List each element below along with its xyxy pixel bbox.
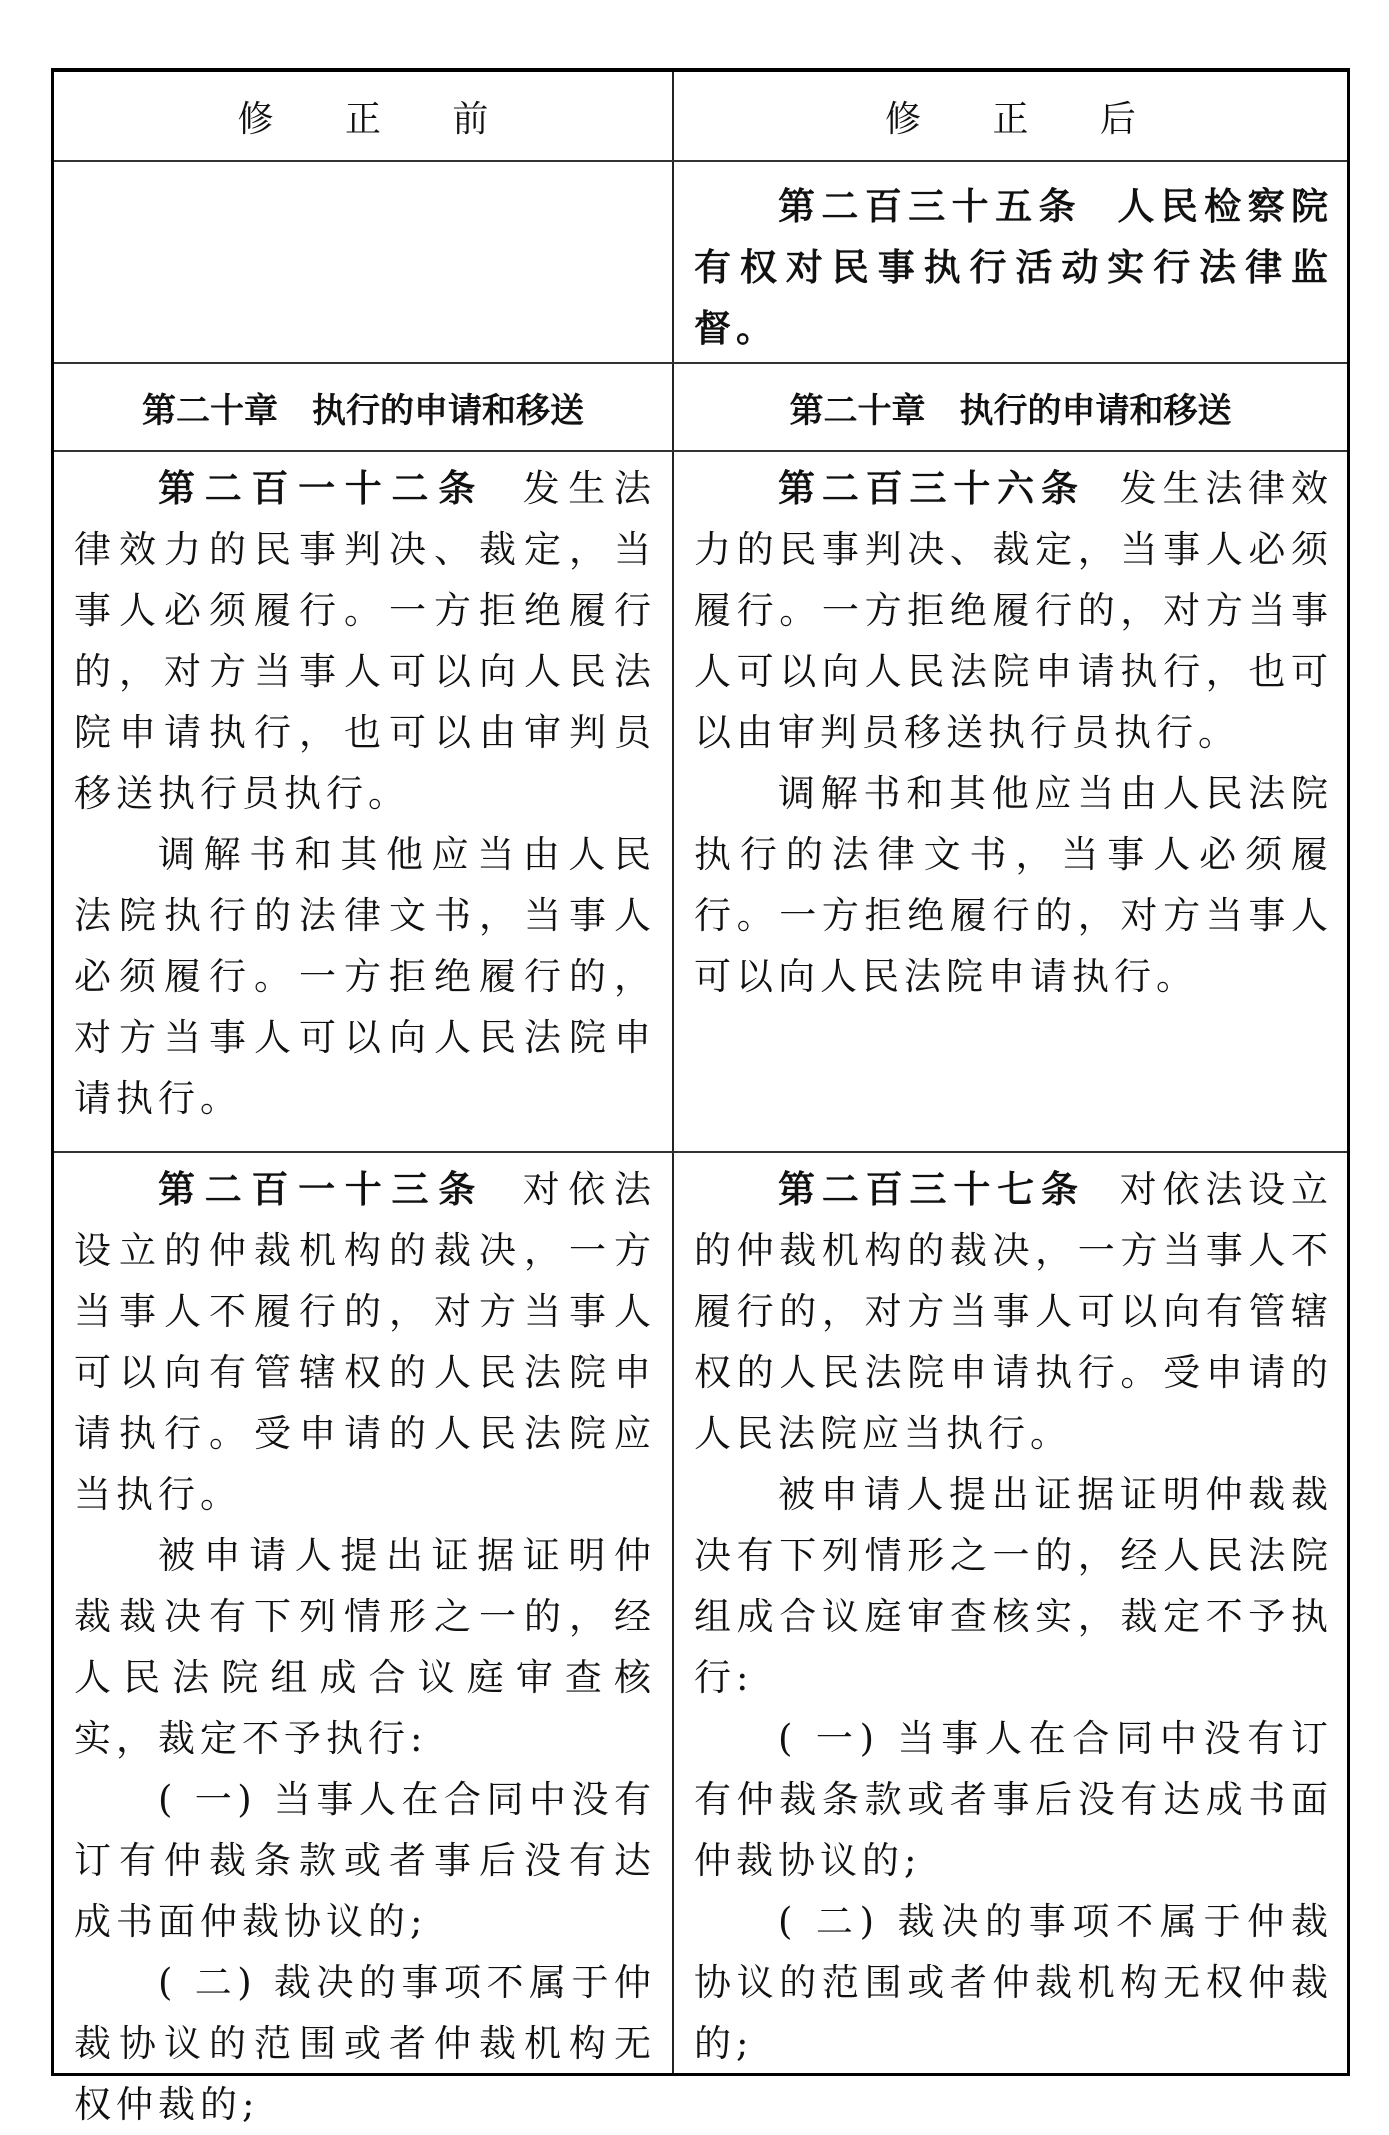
chapter-title: 执行的申请和移送 <box>312 390 584 431</box>
paragraph-text: 对依法设立的仲裁机构的裁决，一方当事人不履行的，对方当事人可以向有管辖权的人民法院申请执行。受申请的人民法院应当执行。 <box>694 1168 1334 1455</box>
table-row-chapter <box>54 364 1347 452</box>
article-number: 第二百一十二条 <box>158 467 485 510</box>
paragraph-text: 发生法律效力的民事判决、裁定，当事人必须履行。一方拒绝履行的，对方当事人可以向人民法院申请执行，也可以由审判员移送执行员执行。 <box>694 467 1334 754</box>
article-number: 第二百三十七条 <box>778 1168 1085 1211</box>
chapter-heading-before <box>54 364 674 450</box>
header-after <box>674 72 1347 160</box>
list-item: ( 一) 当事人在合同中没有订有仲裁条款或者事后没有达成书面仲裁协议的; <box>74 1778 656 1943</box>
cell-after-article-235 <box>674 162 1347 362</box>
paragraph: 调解书和其他应当由人民法院执行的法律文书，当事人必须履行。一方拒绝履行的，对方当事人可以向人民法院申请执行。 <box>74 833 656 1120</box>
list-item: ( 二) 裁决的事项不属于仲裁协议的范围或者仲裁机构无权仲裁的; <box>74 1961 656 2126</box>
chapter-number: 第二十章 <box>142 390 278 431</box>
header-before-label: 修 正 前 <box>237 98 519 140</box>
list-item: ( 一) 当事人在合同中没有订有仲裁条款或者事后没有达成书面仲裁协议的; <box>694 1717 1333 1882</box>
cell-before-article-213 <box>54 1153 674 2126</box>
paragraph <box>694 458 1333 763</box>
chapter-title: 执行的申请和移送 <box>959 390 1232 431</box>
paragraph: 被申请人提出证据证明仲裁裁决有下列情形之一的，经人民法院组成合议庭审查核实，裁定不予执行: <box>694 1473 1333 1699</box>
paragraph <box>694 1159 1333 1464</box>
chapter-heading-after <box>674 364 1347 450</box>
paragraph-text: 发生法律效力的民事判决、裁定，当事人必须履行。一方拒绝履行的，对方当事人可以向人民法院申请执行，也可以由审判员移送执行员执行。 <box>74 467 657 815</box>
header-before <box>54 72 674 160</box>
paragraph-text: 对依法设立的仲裁机构的裁决，一方当事人不履行的，对方当事人可以向有管辖权的人民法院申请执行。受申请的人民法院应当执行。 <box>74 1168 657 1516</box>
chapter-number: 第二十章 <box>789 390 926 431</box>
table-row-article-212-236 <box>54 452 1347 1153</box>
table-row-article-213-237 <box>54 1153 1347 2126</box>
article-number: 第二百三十五条 <box>778 185 1082 228</box>
list-item: ( 二) 裁决的事项不属于仲裁协议的范围或者仲裁机构无权仲裁的; <box>694 1900 1333 2065</box>
header-after-label: 修 正 后 <box>885 98 1166 140</box>
article-number: 第二百三十六条 <box>778 467 1085 510</box>
cell-after-article-236 <box>674 452 1347 1151</box>
cell-before-empty <box>54 162 674 362</box>
paragraph: 被申请人提出证据证明仲裁裁决有下列情形之一的，经人民法院组成合议庭审查核实，裁定不予执行: <box>74 1534 656 1760</box>
table-row-article-235 <box>54 162 1347 364</box>
cell-before-article-212 <box>54 452 674 1151</box>
article-235-paragraph <box>694 176 1333 359</box>
article-text: 人民检察院有权对民事执行活动实行法律监督。 <box>694 185 1334 350</box>
paragraph <box>74 458 656 824</box>
paragraph: 调解书和其他应当由人民法院执行的法律文书，当事人必须履行。一方拒绝履行的，对方当事人可以向人民法院申请执行。 <box>694 772 1333 998</box>
cell-after-article-237 <box>674 1153 1347 2073</box>
article-number: 第二百一十三条 <box>158 1168 485 1211</box>
paragraph <box>74 1159 656 1525</box>
table-header-row <box>54 72 1347 162</box>
amendment-comparison-table <box>51 68 1350 2126</box>
